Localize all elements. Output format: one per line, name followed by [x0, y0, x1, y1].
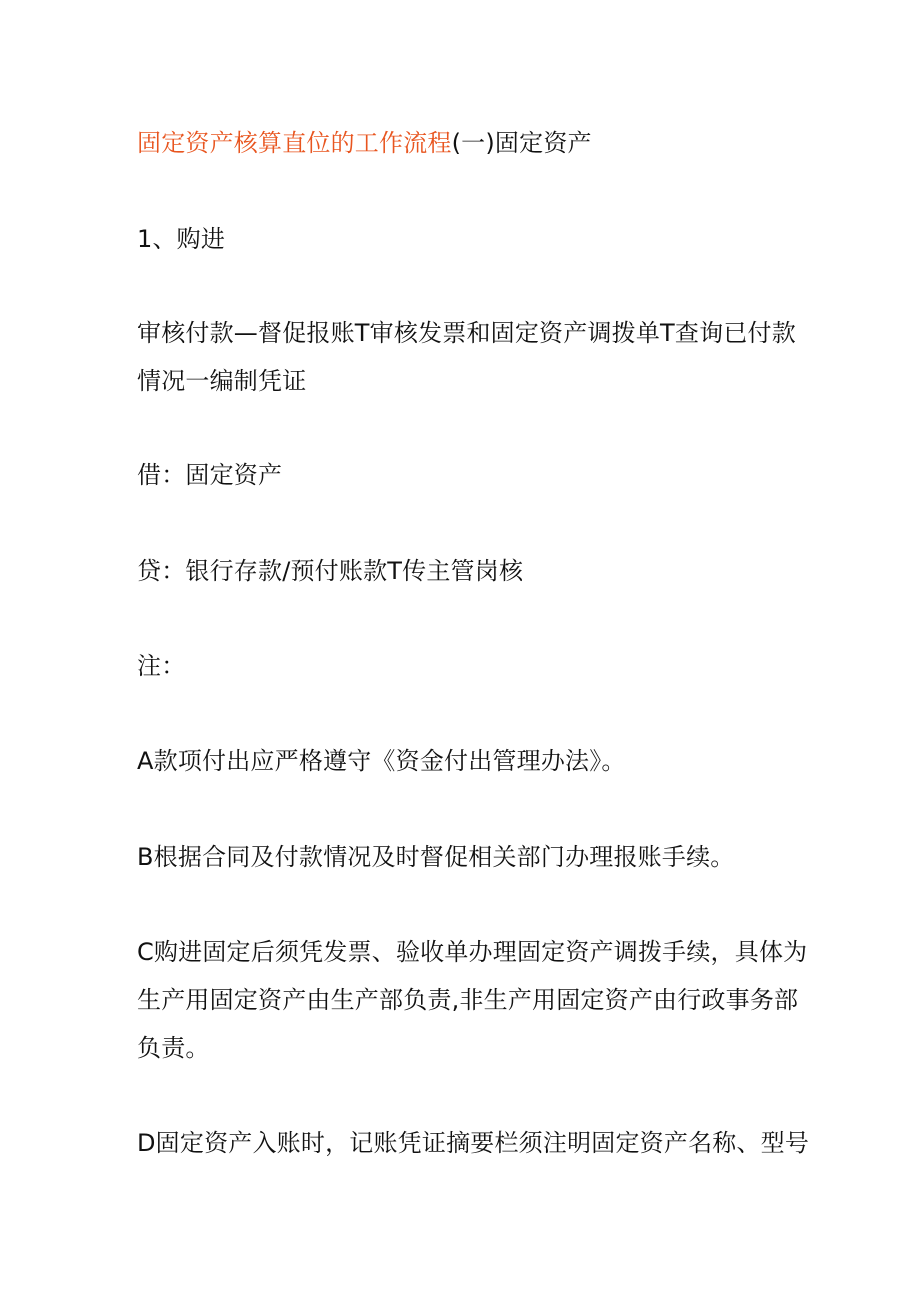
title-highlight: 固定资产核算直位的工作流程 [137, 129, 452, 157]
debit-entry: 借：固定资产 [137, 461, 283, 489]
note-label: 注： [137, 652, 186, 680]
note-c-line-1: C购进固定后须凭发票、验收单办理固定资产调拨手续，具体为 [137, 938, 808, 966]
document-title [137, 120, 797, 166]
note-c-line-3: 负责。 [137, 1034, 210, 1062]
note-a: A款项付出应严格遵守《资金付出管理办法》。 [137, 747, 626, 775]
credit-entry: 贷：银行存款/预付账款T传主管岗核 [137, 557, 524, 585]
flow-text-line-2: 情况一编制凭证 [137, 367, 307, 395]
flow-text-line-1: 审核付款—督促报账T审核发票和固定资产调拨单T查询已付款 [137, 319, 796, 347]
note-b: B根据合同及付款情况及时督促相关部门办理报账手续。 [137, 843, 735, 871]
title-rest: (一)固定资产 [451, 129, 592, 157]
note-c-line-2: 生产用固定资产由生产部负责,非生产用固定资产由行政事务部 [137, 986, 799, 1014]
note-d-line-1: D固定资产入账时，记账凭证摘要栏须注明固定资产名称、型号 [137, 1129, 810, 1157]
section-heading-purchase: 1、购进 [137, 225, 226, 253]
